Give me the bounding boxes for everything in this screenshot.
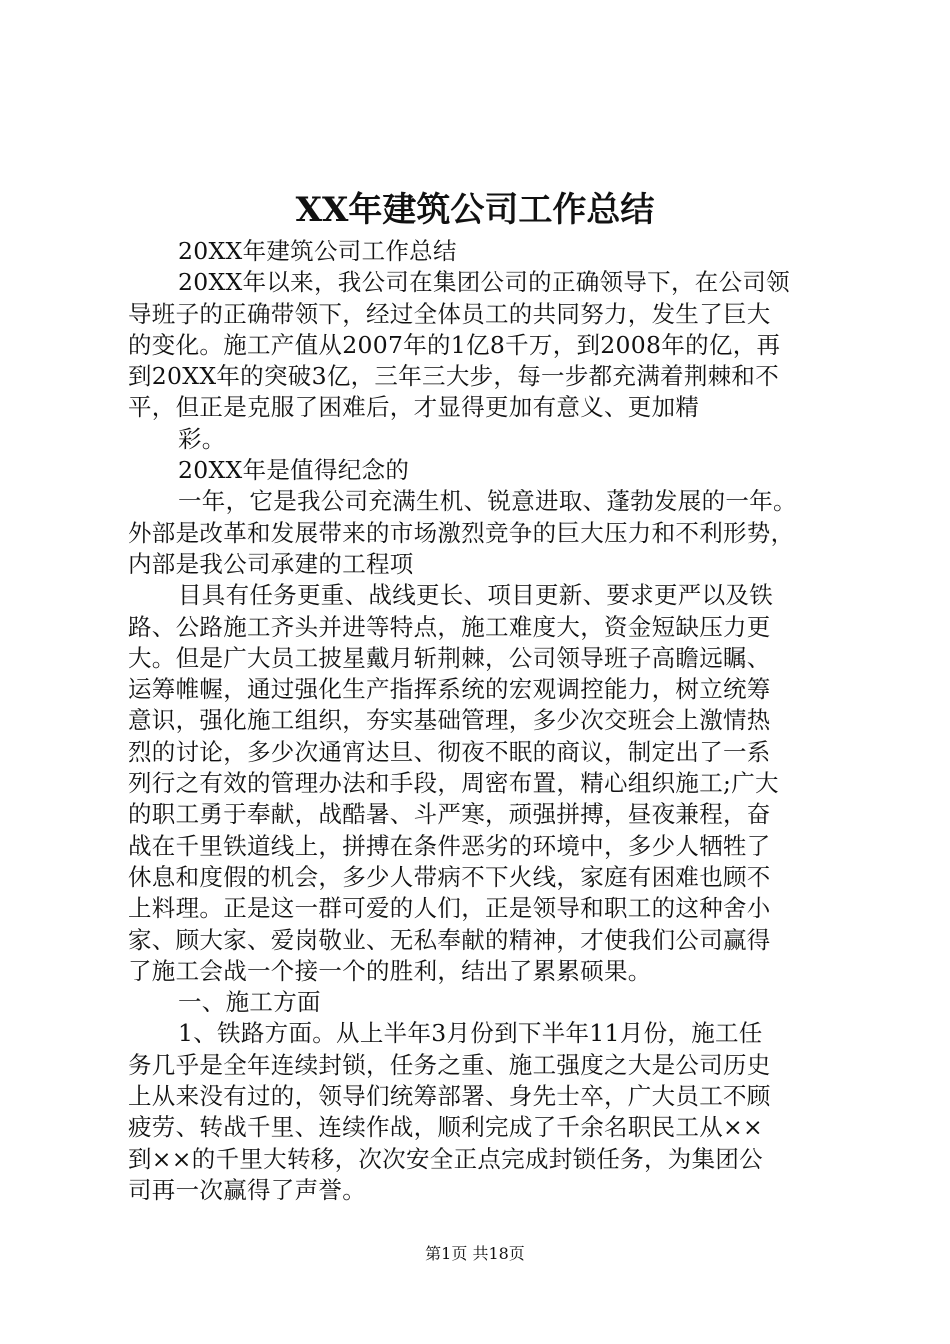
body-line: 烈的讨论，多少次通宵达旦、彻夜不眠的商议，制定出了一系	[128, 737, 771, 766]
body-line: 导班子的正确带领下，经过全体员工的共同努力，发生了巨大	[128, 299, 771, 328]
body-line: 彩。	[178, 424, 226, 453]
body-line: 了施工会战一个接一个的胜利，结出了累累硕果。	[128, 956, 652, 985]
body-line: 平，但正是克服了困难后，才显得更加有意义、更加精	[128, 393, 700, 422]
body-line: 外部是改革和发展带来的市场激烈竞争的巨大压力和不利形势，	[128, 518, 795, 547]
document-title: XX年建筑公司工作总结	[295, 190, 655, 230]
body-line: 一、施工方面	[178, 988, 321, 1017]
body-line: 的职工勇于奉献，战酷暑、斗严寒，顽强拼搏，昼夜兼程，奋	[128, 800, 771, 829]
page-footer: 第1页 共18页	[425, 1244, 525, 1263]
body-line: 战在千里铁道线上，拼搏在条件恶劣的环境中，多少人牺牲了	[128, 831, 771, 860]
body-line: 一年，它是我公司充满生机、锐意进取、蓬勃发展的一年。	[178, 487, 797, 516]
body-line: 内部是我公司承建的工程项	[128, 549, 414, 578]
body-line: 列行之有效的管理办法和手段，周密布置，精心组织施工;广大	[128, 769, 779, 798]
body-line: 大。但是广大员工披星戴月斩荆棘，公司领导班子高瞻远瞩、	[128, 643, 771, 672]
body-line: 意识，强化施工组织，夯实基础管理，多少次交班会上激情热	[128, 706, 771, 735]
body-line: 上料理。正是这一群可爱的人们，正是领导和职工的这种舍小	[128, 894, 771, 923]
body-line: 上从来没有过的，领导们统筹部署、身先士卒，广大员工不顾	[128, 1082, 771, 1111]
body-line: 疲劳、转战千里、连续作战，顺利完成了千余名职民工从××	[128, 1113, 763, 1142]
body-line: 休息和度假的机会，多少人带病不下火线，家庭有困难也顾不	[128, 862, 771, 891]
document-body	[128, 236, 833, 1206]
body-line: 路、公路施工齐头并进等特点，施工难度大，资金短缺压力更	[128, 612, 771, 641]
body-line: 运筹帷幄，通过强化生产指挥系统的宏观调控能力，树立统筹	[128, 675, 771, 704]
body-line: 到20XX年的突破3亿，三年三大步，每一步都充满着荆棘和不	[128, 362, 780, 391]
body-line: 到××的千里大转移，次次安全正点完成封锁任务，为集团公	[128, 1144, 763, 1173]
body-line: 的变化。施工产值从2007年的1亿8千万，到2008年的亿，再	[128, 330, 781, 359]
body-line: 1、铁路方面。从上半年3月份到下半年11月份，施工任	[178, 1019, 763, 1048]
body-line: 目具有任务更重、战线更长、项目更新、要求更严以及铁	[178, 581, 773, 610]
body-line: 司再一次赢得了声誉。	[128, 1175, 366, 1204]
body-line: 务几乎是全年连续封锁，任务之重、施工强度之大是公司历史	[128, 1050, 771, 1079]
body-line: 20XX年建筑公司工作总结	[178, 237, 457, 265]
body-line: 20XX年以来，我公司在集团公司的正确领导下，在公司领	[178, 268, 790, 297]
body-line: 20XX年是值得纪念的	[178, 456, 410, 485]
body-line: 家、顾大家、爱岗敬业、无私奉献的精神，才使我们公司赢得	[128, 925, 771, 954]
